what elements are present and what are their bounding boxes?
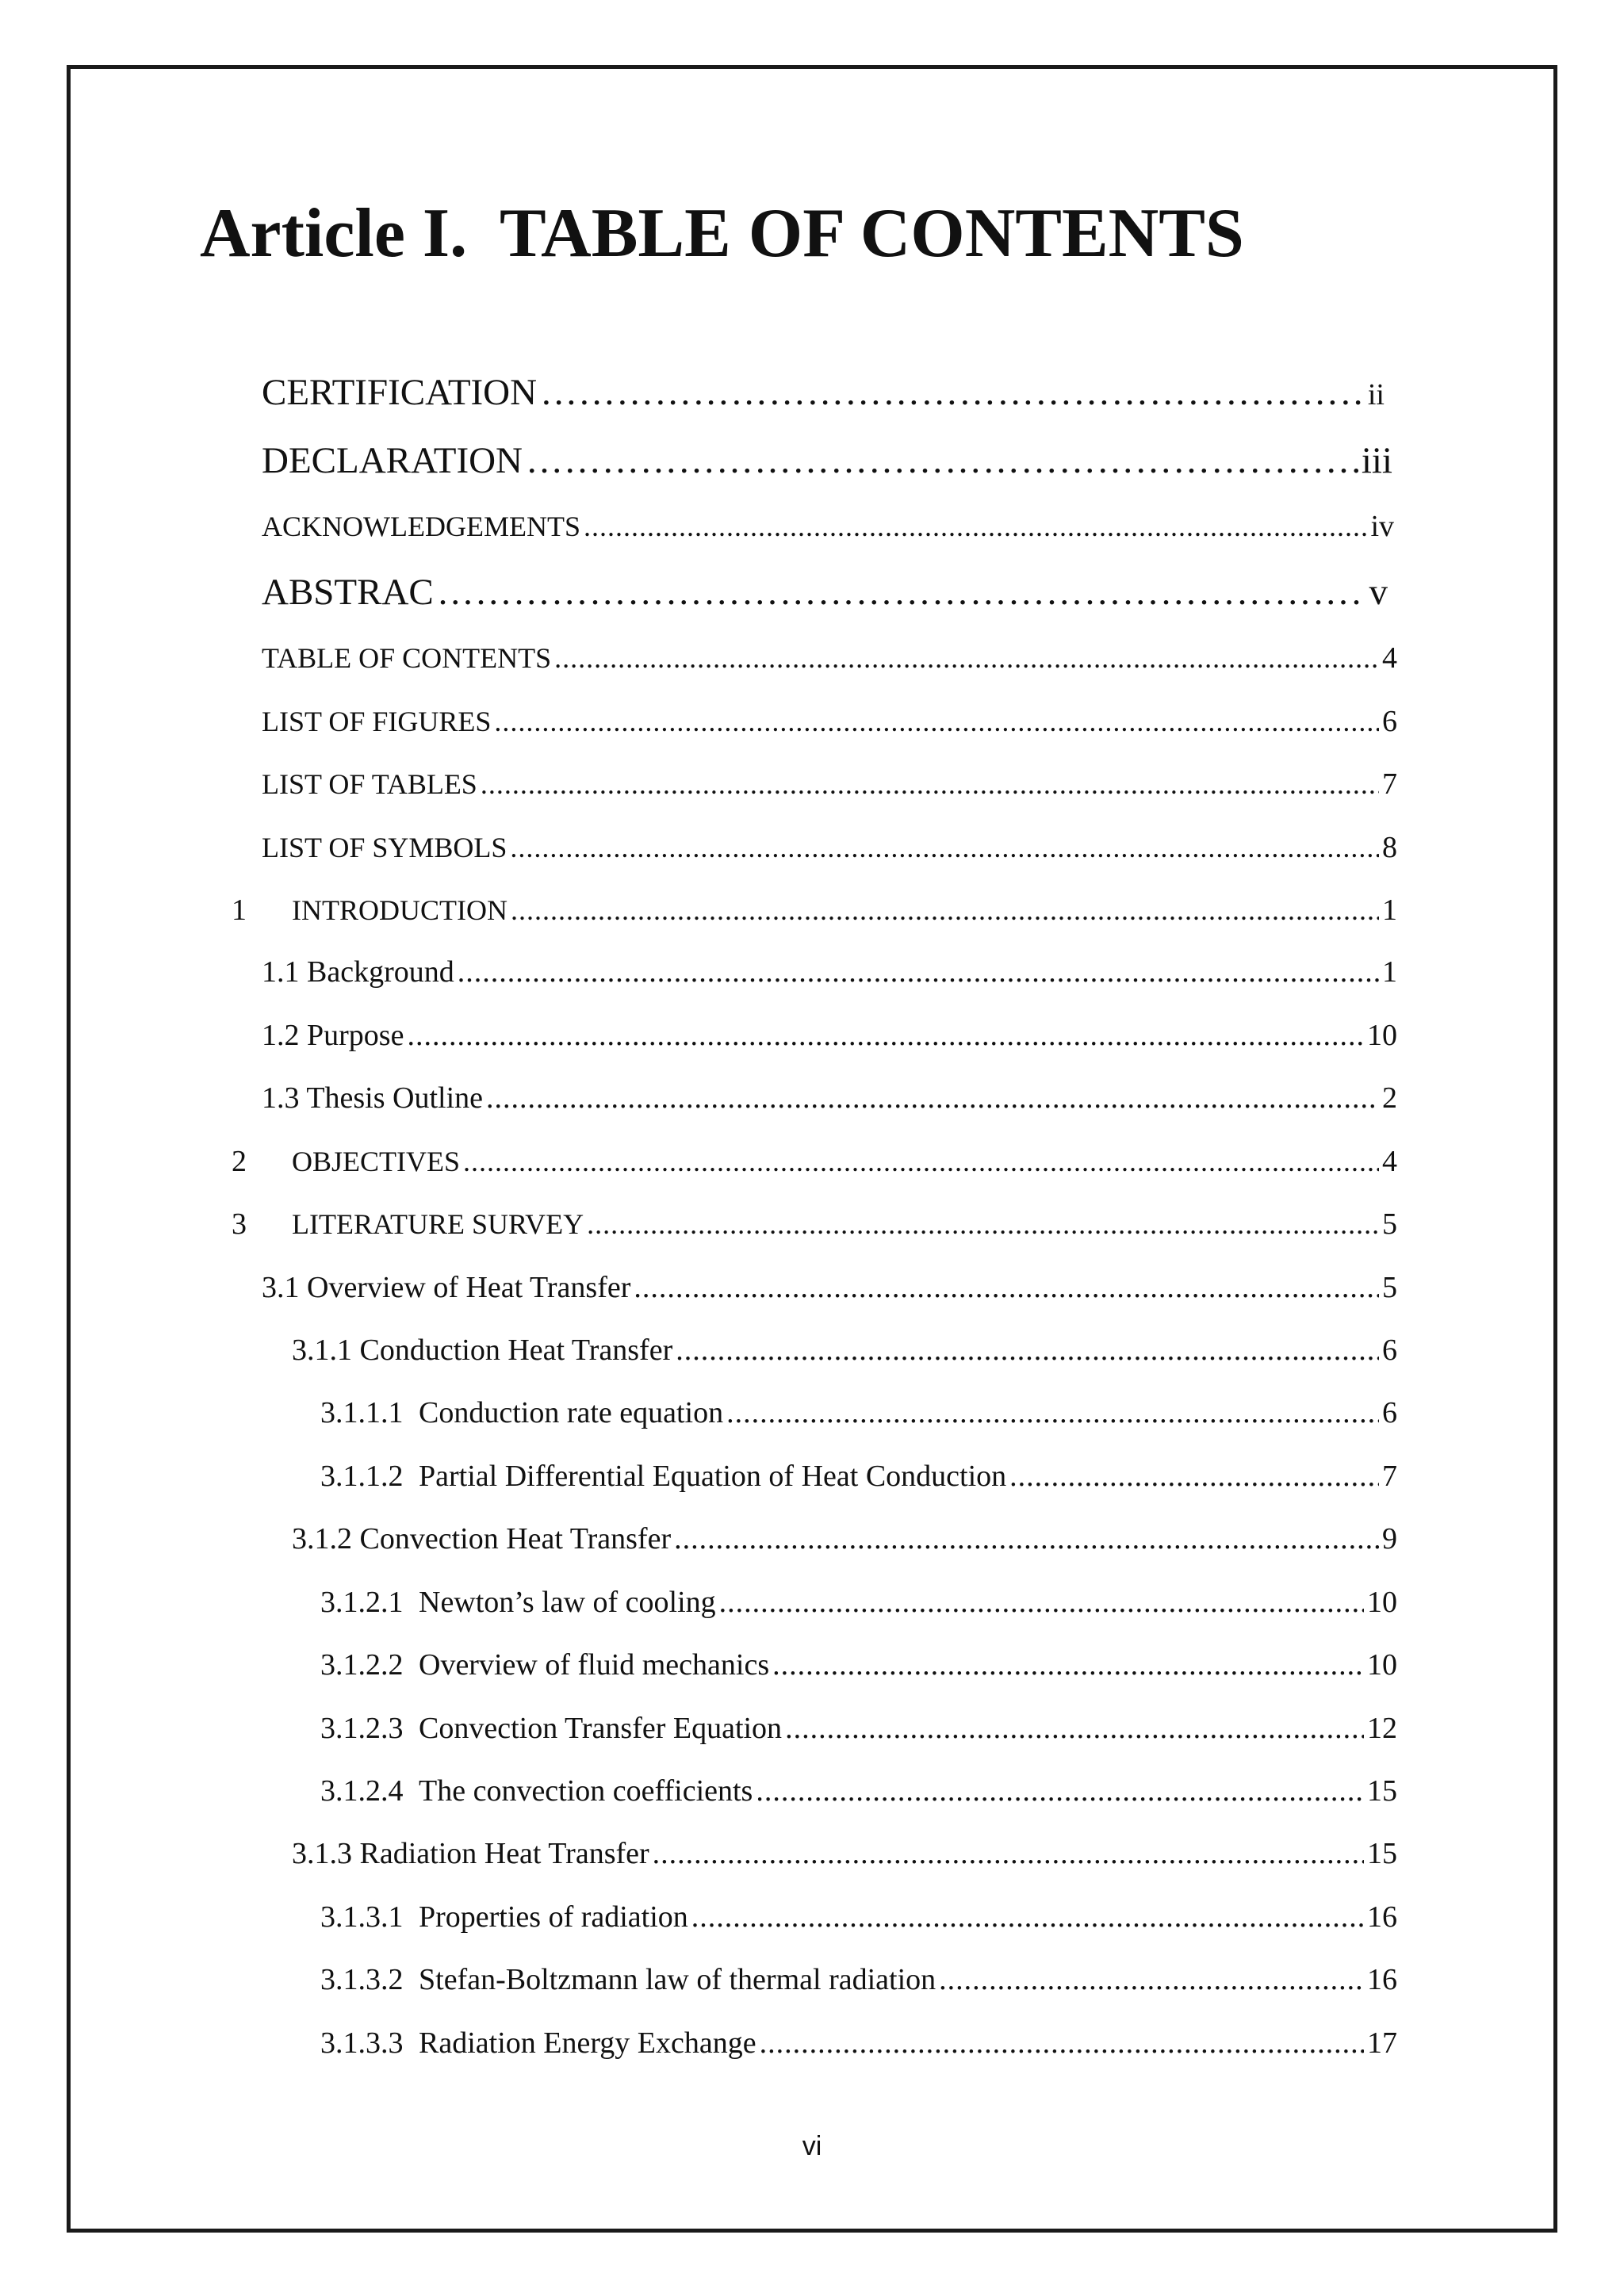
- toc-entry-thesis-outline[interactable]: [262, 1081, 1397, 1115]
- toc-entry-page: ii: [1367, 378, 1385, 411]
- toc-entry-title: Newton’s law of cooling: [419, 1586, 716, 1619]
- toc-entry-page: 10: [1367, 1019, 1397, 1052]
- toc-entry-page: 2: [1382, 1081, 1397, 1115]
- dot-leader: [486, 1081, 1379, 1115]
- toc-entry-overview-fluid-mechanics[interactable]: [320, 1647, 1397, 1682]
- toc-entry-title: The convection coefficients: [419, 1774, 753, 1808]
- dot-leader: [726, 1395, 1379, 1430]
- toc-entry-title: Overview of fluid mechanics: [419, 1648, 770, 1682]
- toc-entry-title: 1.1 Background: [262, 955, 454, 989]
- dot-leader: [676, 1333, 1379, 1368]
- toc-entry-number: 2: [232, 1145, 247, 1178]
- toc-entry-number: 3.1.1.1: [320, 1396, 404, 1429]
- dot-leader: [719, 1585, 1364, 1620]
- toc-entry-title: 1.3 Thesis Outline: [262, 1081, 484, 1115]
- toc-entry-list-of-figures[interactable]: [262, 704, 1397, 739]
- toc-entry-title: LIST OF TABLES: [262, 768, 477, 800]
- toc-entry-conduction-rate-equation[interactable]: [320, 1395, 1397, 1430]
- dot-leader: [540, 371, 1365, 414]
- toc-entry-convection-heat-transfer[interactable]: [292, 1521, 1397, 1556]
- toc-entry-page: 5: [1382, 1207, 1397, 1241]
- toc-entry-title: 3.1.2 Convection Heat Transfer: [292, 1522, 672, 1556]
- toc-entry-partial-differential-equation[interactable]: [320, 1459, 1397, 1494]
- dot-leader: [772, 1647, 1364, 1682]
- toc-entry-literature-survey[interactable]: [232, 1207, 1397, 1242]
- dot-leader: [554, 641, 1379, 675]
- dot-leader: [939, 1962, 1364, 1997]
- toc-entry-number: 3.1.1.2: [320, 1460, 404, 1493]
- toc-entry-page: 4: [1382, 641, 1397, 675]
- toc-entry-declaration[interactable]: [262, 439, 1392, 482]
- dot-leader: [463, 1145, 1379, 1178]
- dot-leader: [494, 705, 1379, 738]
- toc-entry-acknowledgements[interactable]: [262, 509, 1394, 544]
- toc-entry-title: Conduction rate equation: [419, 1396, 724, 1429]
- toc-entry-objectives[interactable]: [232, 1144, 1397, 1179]
- toc-entry-title: OBJECTIVES: [292, 1146, 461, 1177]
- toc-entry-number: 3: [232, 1207, 247, 1241]
- dot-leader: [481, 767, 1379, 801]
- toc-entry-number: 3.1.2.1: [320, 1586, 404, 1619]
- toc-entry-number: 3.1.3.2: [320, 1963, 404, 1996]
- toc-entry-title: ABSTRAC: [262, 572, 434, 613]
- toc-entry-page: 5: [1382, 1271, 1397, 1304]
- toc-entry-conduction-heat-transfer[interactable]: [292, 1333, 1397, 1368]
- toc-entry-title: INTRODUCTION: [292, 894, 508, 926]
- toc-entry-newtons-law-of-cooling[interactable]: [320, 1585, 1397, 1620]
- dot-leader: [511, 894, 1379, 927]
- dot-leader: [510, 831, 1379, 864]
- toc-entry-list-of-symbols[interactable]: [262, 830, 1397, 865]
- toc-entry-page: 15: [1367, 1774, 1397, 1808]
- toc-entry-page: v: [1369, 572, 1388, 613]
- toc-entry-purpose[interactable]: [262, 1018, 1397, 1053]
- dot-leader: [458, 955, 1379, 989]
- toc-entry-page: 1: [1382, 894, 1397, 927]
- toc-entry-title: Radiation Energy Exchange: [419, 2026, 756, 2060]
- toc-entry-abstract[interactable]: [262, 571, 1388, 614]
- dot-leader: [674, 1521, 1379, 1556]
- toc-entry-page: iii: [1361, 440, 1392, 481]
- dot-leader: [760, 2026, 1364, 2061]
- toc-entry-certification[interactable]: [262, 371, 1385, 414]
- toc-entry-title: Stefan-Boltzmann law of thermal radiation: [419, 1963, 936, 1996]
- toc-entry-number: 3.1.2.4: [320, 1774, 404, 1808]
- toc-entry-convection-transfer-equation[interactable]: [320, 1711, 1397, 1746]
- toc-entry-page: 4: [1382, 1145, 1397, 1178]
- toc-entry-page: 6: [1382, 705, 1397, 738]
- toc-entry-page: 7: [1382, 767, 1397, 801]
- dot-leader: [756, 1774, 1364, 1808]
- toc-entry-number: 3.1.2.3: [320, 1712, 404, 1745]
- toc-entry-page: iv: [1370, 510, 1394, 543]
- toc-entry-page: 6: [1382, 1396, 1397, 1429]
- toc-entry-properties-of-radiation[interactable]: [320, 1900, 1397, 1934]
- toc-entry-page: 1: [1382, 955, 1397, 989]
- toc-entry-title: Convection Transfer Equation: [419, 1712, 783, 1745]
- dot-leader: [634, 1270, 1379, 1305]
- toc-entry-radiation-energy-exchange[interactable]: [320, 2026, 1397, 2061]
- dot-leader: [653, 1836, 1364, 1871]
- toc-entry-page: 17: [1367, 2026, 1397, 2060]
- toc-entry-page: 8: [1382, 831, 1397, 864]
- toc-entry-title: LITERATURE SURVEY: [292, 1208, 584, 1240]
- toc-entry-overview-heat-transfer[interactable]: [262, 1270, 1397, 1305]
- toc-entry-title: CERTIFICATION: [262, 372, 538, 413]
- toc-entry-number: 3.1.3.3: [320, 2026, 404, 2060]
- dot-leader: [785, 1711, 1364, 1746]
- toc-entry-number: 3.1.3.1: [320, 1900, 404, 1934]
- toc-entry-convection-coefficients[interactable]: [320, 1774, 1397, 1808]
- dot-leader: [526, 439, 1358, 482]
- toc-entry-title: 3.1.3 Radiation Heat Transfer: [292, 1837, 649, 1870]
- toc-entry-page: 6: [1382, 1334, 1397, 1367]
- toc-entry-title: 3.1.1 Conduction Heat Transfer: [292, 1334, 673, 1367]
- toc-entry-stefan-boltzmann-law[interactable]: [320, 1962, 1397, 1997]
- toc-entry-page: 10: [1367, 1648, 1397, 1682]
- toc-entry-title: Partial Differential Equation of Heat Conduction: [419, 1460, 1007, 1493]
- toc-entry-title: TABLE OF CONTENTS: [262, 642, 552, 674]
- toc-entry-title: Properties of radiation: [419, 1900, 688, 1934]
- dot-leader: [587, 1207, 1379, 1241]
- heading-title: TABLE OF CONTENTS: [500, 195, 1244, 272]
- dot-leader: [584, 510, 1367, 543]
- toc-entry-page: 9: [1382, 1522, 1397, 1556]
- page-heading: [200, 190, 1244, 277]
- toc-entry-background[interactable]: [262, 955, 1397, 989]
- toc-entry-title: DECLARATION: [262, 440, 523, 481]
- toc-entry-title: LIST OF SYMBOLS: [262, 832, 508, 863]
- toc-entry-title: LIST OF FIGURES: [262, 706, 492, 737]
- toc-entry-table-of-contents[interactable]: [262, 641, 1397, 675]
- toc-entry-page: 16: [1367, 1900, 1397, 1934]
- toc-entry-title: 3.1 Overview of Heat Transfer: [262, 1271, 631, 1304]
- toc-entry-number: 1: [232, 894, 247, 927]
- dot-leader: [407, 1018, 1364, 1053]
- dot-leader: [437, 571, 1366, 614]
- toc-entry-number: 3.1.2.2: [320, 1648, 404, 1682]
- toc-entry-page: 7: [1382, 1460, 1397, 1493]
- toc-entry-page: 16: [1367, 1963, 1397, 1996]
- heading-prefix: Article I.: [200, 195, 468, 272]
- dot-leader: [1009, 1459, 1379, 1494]
- toc-entry-list-of-tables[interactable]: [262, 767, 1397, 802]
- toc-entry-radiation-heat-transfer[interactable]: [292, 1836, 1397, 1871]
- dot-leader: [691, 1900, 1364, 1934]
- page-number: vi: [802, 2131, 822, 2161]
- toc-entry-page: 15: [1367, 1837, 1397, 1870]
- toc-entry-title: ACKNOWLEDGEMENTS: [262, 511, 580, 542]
- toc-entry-title: 1.2 Purpose: [262, 1019, 404, 1052]
- toc-entry-page: 10: [1367, 1586, 1397, 1619]
- toc-entry-page: 12: [1367, 1712, 1397, 1745]
- toc-entry-introduction[interactable]: [232, 893, 1397, 928]
